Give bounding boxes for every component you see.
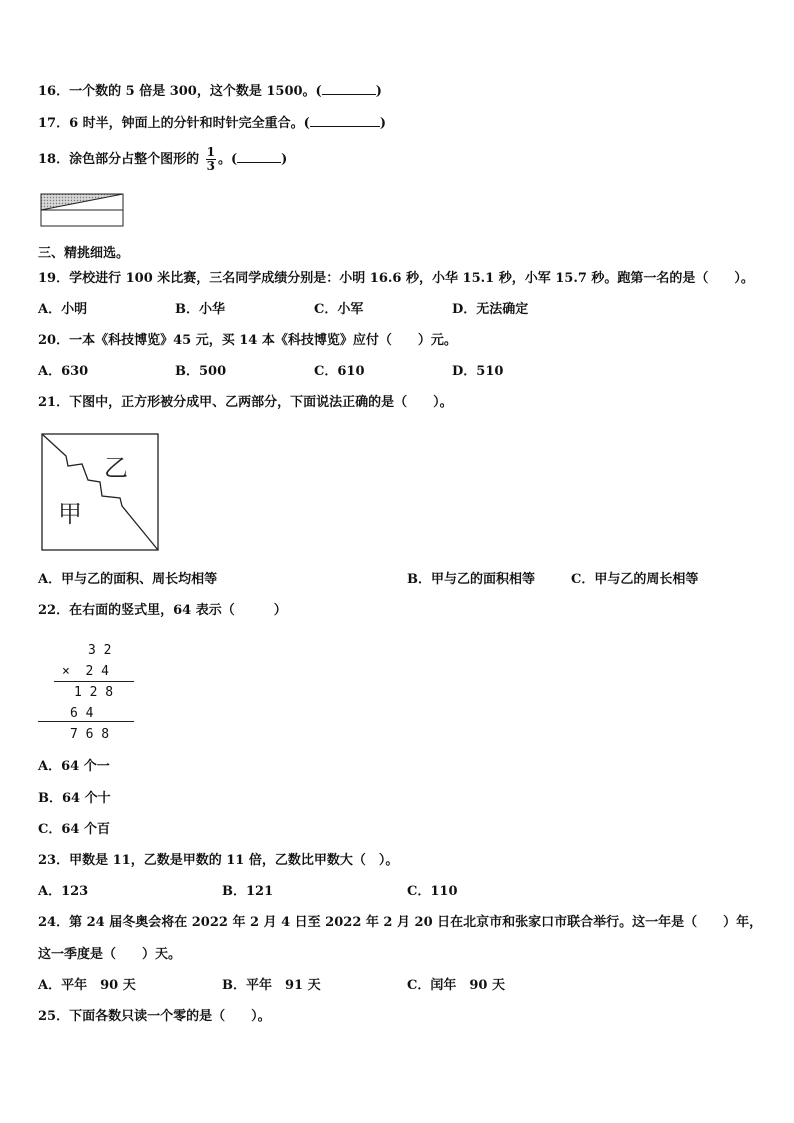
question-17: 17．6 时半，钟面上的分针和时针完全重合。( )	[38, 116, 386, 131]
option-c[interactable]: C．甲与乙的周长相等	[571, 572, 699, 587]
option-a[interactable]: A．64 个一	[38, 759, 110, 774]
option-a[interactable]: A．123	[38, 884, 89, 899]
option-a[interactable]: A．小明	[38, 302, 88, 317]
option-d[interactable]: D．无法确定	[452, 302, 529, 317]
option-c[interactable]: C．闰年 90 天	[407, 978, 505, 993]
option-a[interactable]: A．630	[38, 364, 89, 379]
exam-page: 16．一个数的 5 倍是 300，这个数是 1500。( ) 17．6 时半，钟面上的分针和时针完全重合。( ) 18．涂色部分占整个图形的 $\frac{1}{3}$ 。( ) 三、精挑细选。 19．学校进行 100 米比赛，三名同学成绩分别是：小明 16.6 秒，小华 15.1 秒，小军 15.7 秒。跑第一名的是（ ）。 A．小明 B．小华 C．小军 D．无法确定 20．一本《科技博览》45 元，买 14 本《科技博览》应付（ ）元。 A．630 B．500 C．610 D．510 21．下图中，正方形被分成甲、乙两部分，下面说法正确的是（ ）。 乙 甲 A．甲与乙的面积、周长均相等 B．甲与乙的面积相等 C．甲与乙的周长相等 22．在右面的竖式里，64 表示（ ） 3 2 × 2 4 1 2 8 6 4 7 6 8 A．64 个一 B．64 个十 C．64 个百 23．甲数是 11，乙数是甲数的 11 倍，乙数比甲数大（ ）。 A．123 B．121 C．110 24．第 24 届冬奥会将在 2022 年 2 月 4 日至 2022 年 2 月 20 日在北京市和张家口市联合举行。这一年是（ ）年， 这一季度是（ ）天。 A．平年 90 天 B．平年 91 天 C．闰年 90 天 25．下面各数只读一个零的是（ ）。	[38, 84, 763, 1024]
option-a[interactable]: A．平年 90 天	[38, 978, 136, 993]
answer-blank[interactable]	[237, 150, 281, 163]
option-c[interactable]: C．610	[314, 364, 365, 379]
calc-divider	[38, 721, 134, 722]
region-jia-label: 甲	[58, 500, 82, 528]
question-18-text: 18．涂色部分占整个图形的	[38, 152, 200, 167]
option-b[interactable]: B．500	[175, 364, 227, 379]
option-a[interactable]: A．甲与乙的面积、周长均相等	[38, 572, 218, 587]
option-b[interactable]: B．甲与乙的面积相等	[407, 572, 535, 587]
question-16: 16．一个数的 5 倍是 300，这个数是 1500。( )	[38, 84, 382, 99]
calc-divider	[54, 681, 134, 682]
section-title: 三、精挑细选。	[38, 246, 130, 261]
option-b[interactable]: B．64 个十	[38, 791, 111, 806]
fraction: $\frac{1}{3}$	[206, 145, 215, 173]
question-22: 22．在右面的竖式里，64 表示（ ）	[38, 603, 287, 618]
shaded-rectangle-figure	[40, 193, 124, 227]
option-b[interactable]: B．小华	[175, 302, 225, 317]
question-19: 19．学校进行 100 米比赛，三名同学成绩分别是：小明 16.6 秒，小华 15.1 秒，小军 15.7 秒。跑第一名的是（ ）。	[38, 271, 754, 286]
question-23: 23．甲数是 11，乙数是甲数的 11 倍，乙数比甲数大（ ）。	[38, 853, 399, 868]
question-24-cont: 这一季度是（ ）天。	[38, 947, 182, 962]
option-c[interactable]: C．110	[407, 884, 458, 899]
answer-blank[interactable]	[310, 114, 380, 127]
question-17-text: 17．6 时半，钟面上的分针和时针完全重合。(	[38, 116, 310, 131]
option-b[interactable]: B．121	[222, 884, 274, 899]
option-b[interactable]: B．平年 91 天	[222, 978, 321, 993]
question-24: 24．第 24 届冬奥会将在 2022 年 2 月 4 日至 2022 年 2 月 20 日在北京市和张家口市联合举行。这一年是（ ）年，	[38, 915, 763, 930]
question-21: 21．下图中，正方形被分成甲、乙两部分，下面说法正确的是（ ）。	[38, 395, 453, 410]
question-18: 18．涂色部分占整个图形的 $\frac{1}{3}$ 。( )	[38, 145, 288, 173]
option-c[interactable]: C．64 个百	[38, 822, 110, 837]
question-16-text: 16．一个数的 5 倍是 300，这个数是 1500。(	[38, 84, 322, 99]
divided-square-figure	[40, 432, 162, 552]
question-25: 25．下面各数只读一个零的是（ ）。	[38, 1009, 271, 1024]
option-d[interactable]: D．510	[452, 364, 504, 379]
region-yi-label: 乙	[104, 454, 128, 482]
answer-blank[interactable]	[322, 82, 376, 95]
question-20: 20．一本《科技博览》45 元，买 14 本《科技博览》应付（ ）元。	[38, 333, 457, 348]
option-c[interactable]: C．小军	[314, 302, 364, 317]
